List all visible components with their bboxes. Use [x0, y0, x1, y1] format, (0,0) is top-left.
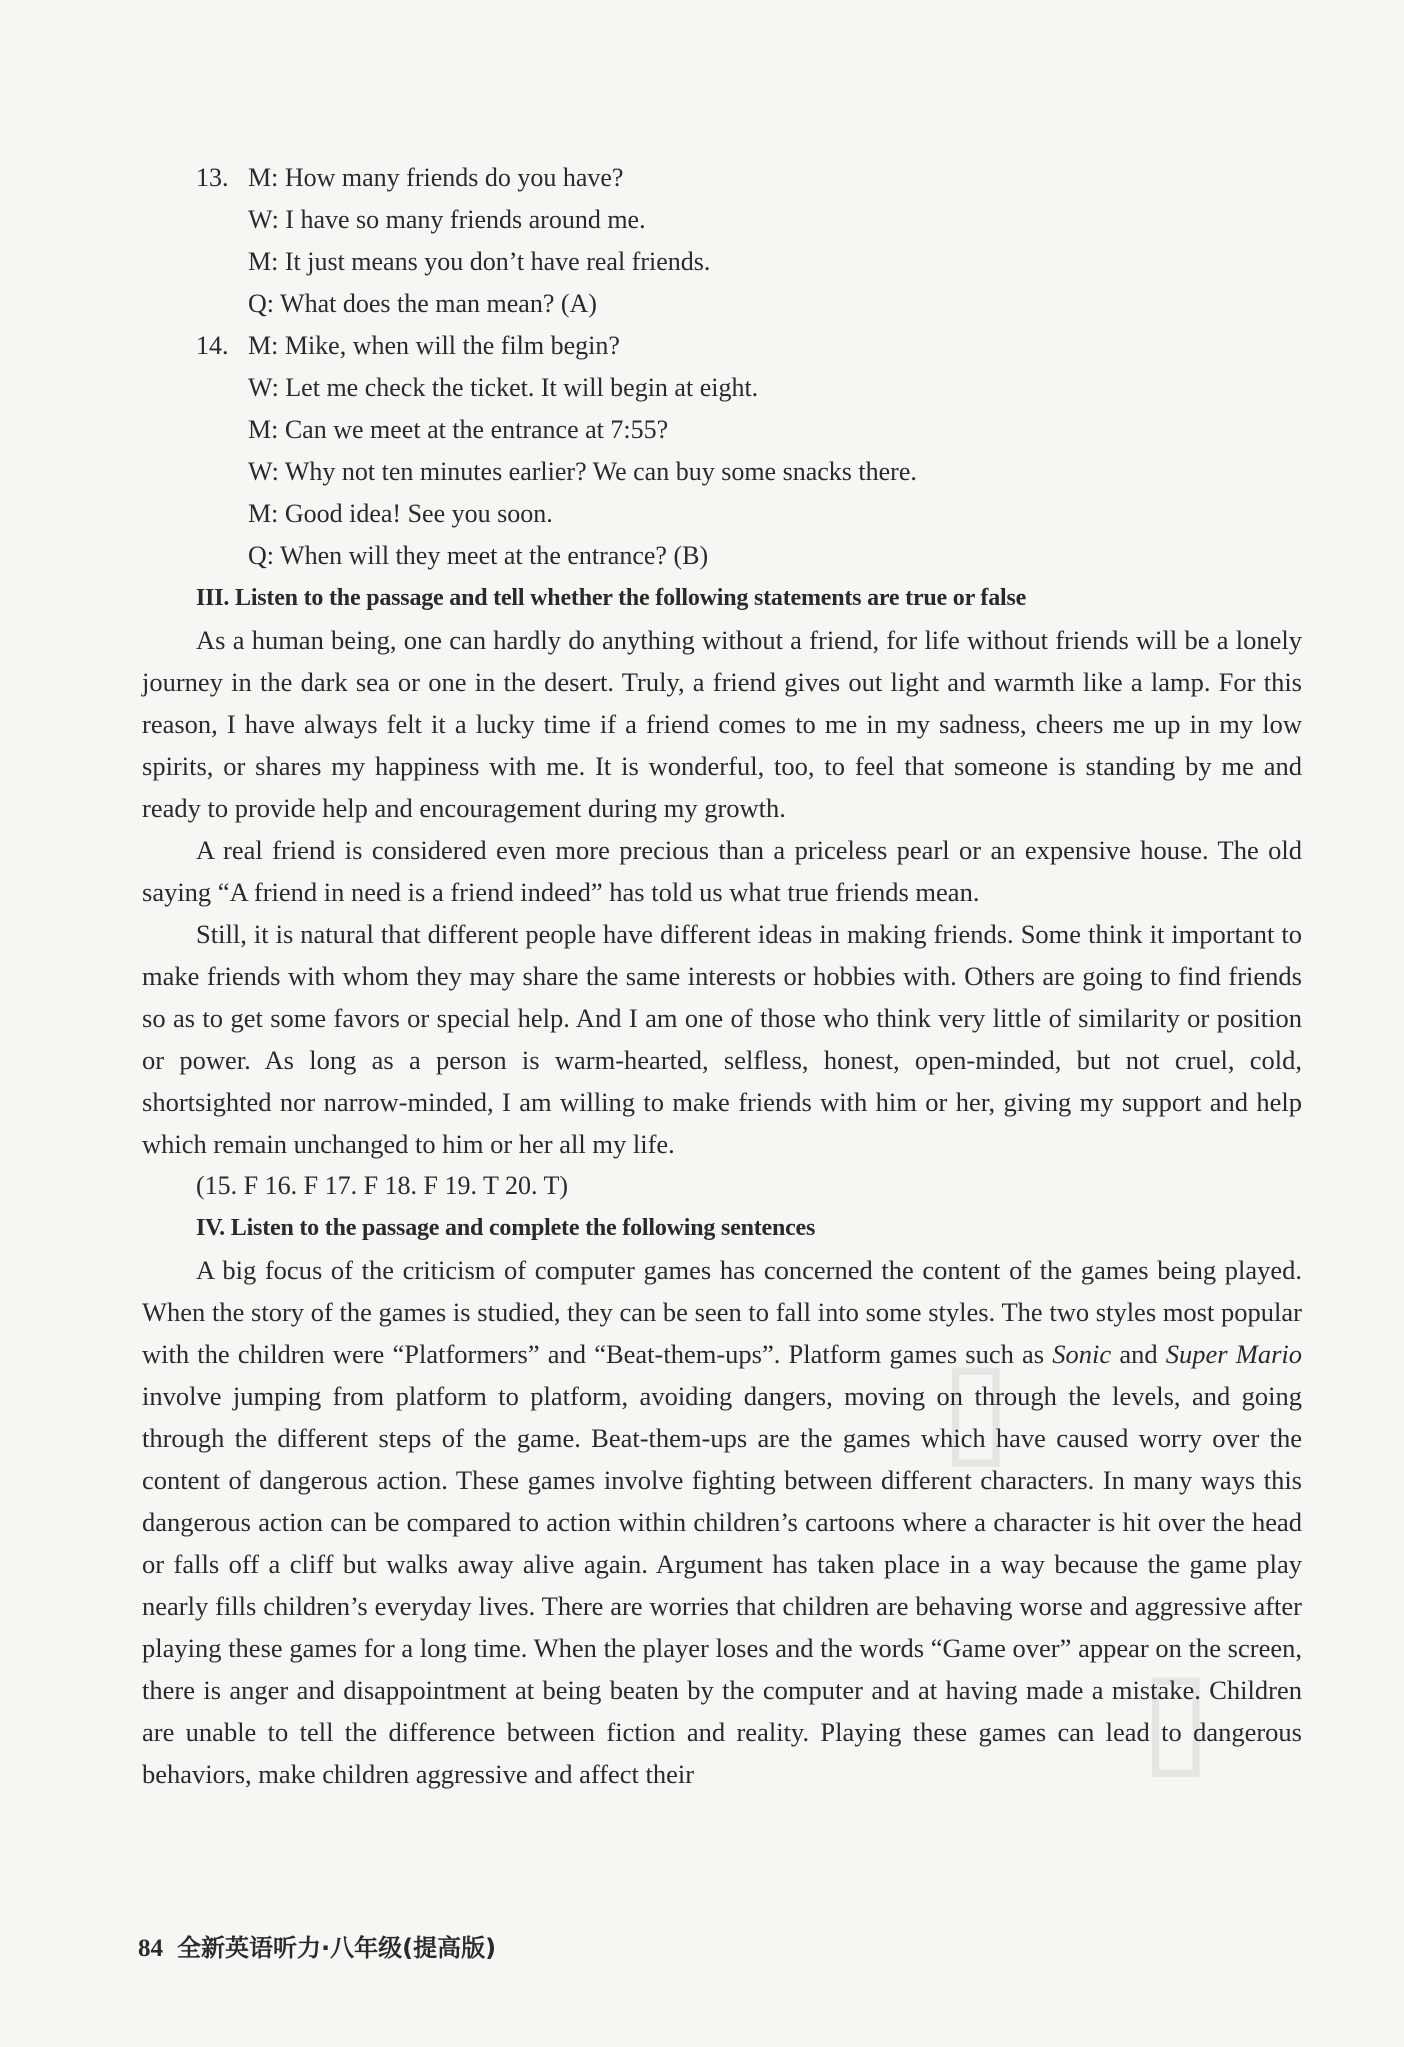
- dialogue-line: W: I have so many friends around me.: [248, 205, 646, 234]
- watermark-icon: ▯: [940, 1330, 1012, 1482]
- dialogue-line: M: It just means you don’t have real friends.: [248, 247, 711, 276]
- dialogue-line: 14. M: Mike, when will the film begin?: [196, 325, 620, 367]
- passage-paragraph: A big focus of the criticism of computer games has concerned the content of the games being played. When the story of the games is studied, they can be seen to fall into some styles. The two styles most popular with the children were “Platformers” and “Beat-them-ups”. Platform games such as Sonic and Super Mario involve jumping from platform to platform, avoiding dangers, moving on through the levels, and going through the different steps of the game. Beat-them-ups are the games which have caused worry over the content of dangerous action. These games involve fighting between different characters. In many ways this dangerous action can be compared to action within children’s cartoons where a character is hit over the head or falls off a cliff but walks away alive again. Argument has taken place in a way because the game play nearly fills children’s everyday lives. There are worries that children are behaving worse and aggressive after playing these games for a long time. When the player loses and the words “Game over” appear on the screen, there is anger and disappointment at being beaten by the computer and at having made a mistake. Children are unable to tell the difference between fiction and reality. Playing these games can lead to dangerous behaviors, make children aggressive and affect their: [142, 1255, 1303, 1789]
- passage-paragraph: Still, it is natural that different people have different ideas in making friends. Some think it important to make friends with whom they may share the same interests or hobbies with. Others are going to find friends so as to get some favors or special help. And I am one of those who think very little of similarity or position or power. As long as a person is warm-hearted, selfless, honest, open-minded, but not cruel, cold, shortsighted nor narrow-minded, I am willing to make friends with him or her, giving my support and help which remain unchanged to him or her all my life.: [142, 919, 1302, 1159]
- dialogue-line: 13. M: How many friends do you have?: [196, 157, 623, 199]
- dialogue-line: M: Good idea! See you soon.: [248, 499, 553, 528]
- game-title: Super Mario: [1165, 1339, 1303, 1369]
- section-heading: IV. Listen to the passage and complete the following sentences: [196, 1215, 816, 1241]
- game-title: Sonic: [1052, 1339, 1112, 1369]
- dialogue-line: W: Let me check the ticket. It will begin at eight.: [248, 373, 759, 402]
- dialogue-line: W: Why not ten minutes earlier? We can buy some snacks there.: [248, 457, 917, 486]
- dialogue-line: M: Can we meet at the entrance at 7:55?: [248, 415, 669, 444]
- question-number: 13.: [196, 163, 229, 192]
- watermark-icon: ▯: [1140, 1640, 1212, 1792]
- section-heading: III. Listen to the passage and tell whether the following statements are true or false: [196, 585, 1027, 611]
- question-number: 14.: [196, 331, 229, 360]
- passage-paragraph: As a human being, one can hardly do anything without a friend, for life without friends will be a lonely journey in the dark sea or one in the desert. Truly, a friend gives out light and warmth like a lamp. For this reason, I have always felt it a lucky time if a friend comes to me in my sadness, cheers me up in my low spirits, or shares my happiness with me. It is wonderful, too, to feel that someone is standing by me and ready to provide help and encouragement during my growth.: [142, 625, 1302, 823]
- page-number: 84: [138, 1935, 163, 1962]
- page-footer: [138, 1928, 496, 1963]
- dialogue-question: Q: What does the man mean? (A): [248, 289, 597, 318]
- book-title: 全新英语听力·八年级(提高版): [177, 1934, 497, 1962]
- answer-key: (15. F 16. F 17. F 18. F 19. T 20. T): [196, 1171, 569, 1200]
- passage-paragraph: A real friend is considered even more precious than a priceless pearl or an expensive house. The old saying “A friend in need is a friend indeed” has told us what true friends mean.: [142, 835, 1302, 907]
- dialogue-question: Q: When will they meet at the entrance? (B): [248, 541, 709, 570]
